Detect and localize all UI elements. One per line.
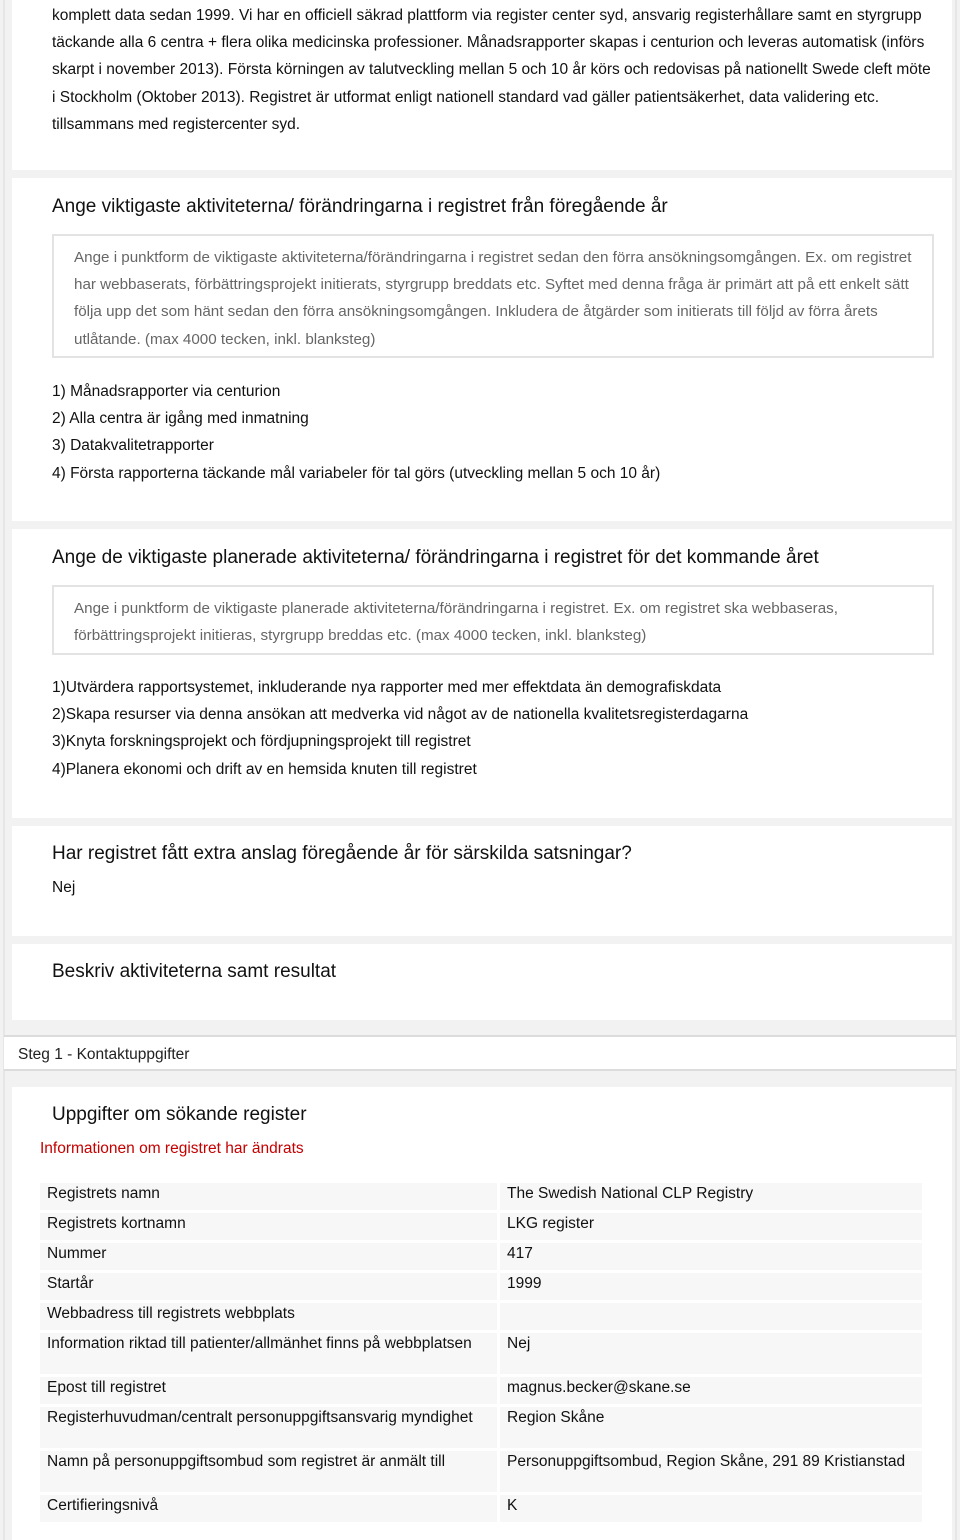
extra-grant-heading: Har registret fått extra anslag föregående år för särskilda satsningar? [52, 843, 632, 864]
row-value: 417 [497, 1243, 922, 1270]
row-value: K [497, 1495, 922, 1522]
list-item: 2)Skapa resurser via denna ansökan att medverka vid något av de nationella kvalitetsregisterdagarna [52, 706, 749, 724]
row-value: Region Skåne [497, 1407, 922, 1448]
table-row [40, 1451, 922, 1492]
intro-text: komplett data sedan 1999. Vi har en officiell säkrad plattform via register center syd, ansvarig registerhållare samt en styrgrupp täckande alla 6 centra + flera olika medicinska professioner. Månadsrapporter skapas i centurion och leveras automatisk (införs skarpt i november 2013). Första körningen av talutveckling mellan 5 och 10 år körs och redovisas på nationellt Swede cleft möte i Stockholm (Oktober 2013). Registret är utformat enligt nationell standard vad gäller patientsäkerhet, data validering etc. tillsammans med registercenter syd. [52, 7, 931, 133]
row-value: Personuppgiftsombud, Region Skåne, 291 89 Kristianstad [497, 1451, 922, 1492]
table-row [40, 1407, 922, 1448]
row-value: The Swedish National CLP Registry [497, 1183, 922, 1210]
previous-activities-list [52, 378, 660, 487]
table-row [40, 1273, 922, 1300]
list-item: 3)Knyta forskningsprojekt och fördjupningsprojekt till registret [52, 733, 471, 751]
row-label: Namn på personuppgiftsombud som registret är anmält till [40, 1451, 497, 1492]
step-title: Steg 1 - Kontaktuppgifter [18, 1046, 190, 1063]
table-row [40, 1495, 922, 1522]
table-row [40, 1377, 922, 1404]
row-value: magnus.becker@skane.se [497, 1377, 922, 1404]
row-label: Information riktad till patienter/allmänhet finns på webbplatsen [40, 1333, 497, 1374]
planned-activities-list [52, 674, 748, 783]
describe-activities-heading: Beskriv aktiviteterna samt resultat [52, 961, 337, 982]
list-item: 1)Utvärdera rapportsystemet, inkluderande nya rapporter med mer effektdata än demografiskdata [52, 679, 722, 696]
list-item: 4)Planera ekonomi och drift av en hemsida knuten till registret [52, 760, 477, 778]
planned-activities-panel [12, 529, 952, 818]
row-value: Nej [497, 1333, 922, 1374]
row-label: Nummer [40, 1243, 497, 1270]
row-label: Registrets kortnamn [40, 1213, 497, 1240]
registry-info-heading: Uppgifter om sökande register [52, 1104, 307, 1125]
row-label: Certifieringsnivå [40, 1495, 497, 1522]
list-item: 1) Månadsrapporter via centurion [52, 383, 281, 400]
previous-activities-hint: Ange i punktform de viktigaste aktiviteterna/förändringarna i registret sedan den förra ansökningsomgången. Ex. om registret har webbaserats, förbättringsprojekt initierats, styrgrupp breddats etc. Syftet med denna fråga är primärt att på ett enkelt sätt följa upp det som hänt sedan den förra ansökningsomgången. Inkludera de åtgärder som initierats till följd av förra årets utlåtande. (max 4000 tecken, inkl. blanksteg) [52, 234, 934, 358]
intro-panel [12, 0, 952, 170]
planned-activities-hint: Ange i punktform de viktigaste planerade aktiviteterna/förändringarna i registret. Ex. om registret ska webbaseras, förbättringsprojekt initieras, styrgrupp breddas etc. (max 4000 tecken, inkl. blanksteg) [52, 585, 934, 655]
extra-grant-answer: Nej [52, 879, 76, 896]
table-row [40, 1213, 922, 1240]
extra-grant-panel [12, 826, 952, 936]
planned-activities-heading: Ange de viktigaste planerade aktiviteterna/ förändringarna i registret för det kommande året [52, 547, 819, 568]
registry-info-table [40, 1180, 922, 1525]
changed-notice: Informationen om registret har ändrats [40, 1140, 304, 1157]
right-frame-line [955, 0, 957, 1540]
row-label: Registrets namn [40, 1183, 497, 1210]
table-row [40, 1243, 922, 1270]
list-item: 4) Första rapporterna täckande mål variabeler för tal görs (utveckling mellan 5 och 10 år) [52, 464, 661, 482]
list-item: 2) Alla centra är igång med inmatning [52, 410, 309, 428]
previous-activities-heading: Ange viktigaste aktiviteterna/ förändringarna i registret från föregående år [52, 196, 668, 217]
table-row [40, 1183, 922, 1210]
row-value [497, 1303, 922, 1330]
row-value: 1999 [497, 1273, 922, 1300]
row-label: Startår [40, 1273, 497, 1300]
row-label: Epost till registret [40, 1377, 497, 1404]
describe-activities-panel [12, 944, 952, 1020]
table-row [40, 1303, 922, 1330]
step-header [4, 1035, 956, 1071]
row-value: LKG register [497, 1213, 922, 1240]
list-item: 3) Datakvalitetrapporter [52, 437, 214, 455]
previous-activities-panel [12, 178, 952, 521]
row-label: Webbadress till registrets webbplats [40, 1303, 497, 1330]
table-row [40, 1333, 922, 1374]
left-frame-line [3, 0, 5, 1540]
row-label: Registerhuvudman/centralt personuppgiftsansvarig myndighet [40, 1407, 497, 1448]
